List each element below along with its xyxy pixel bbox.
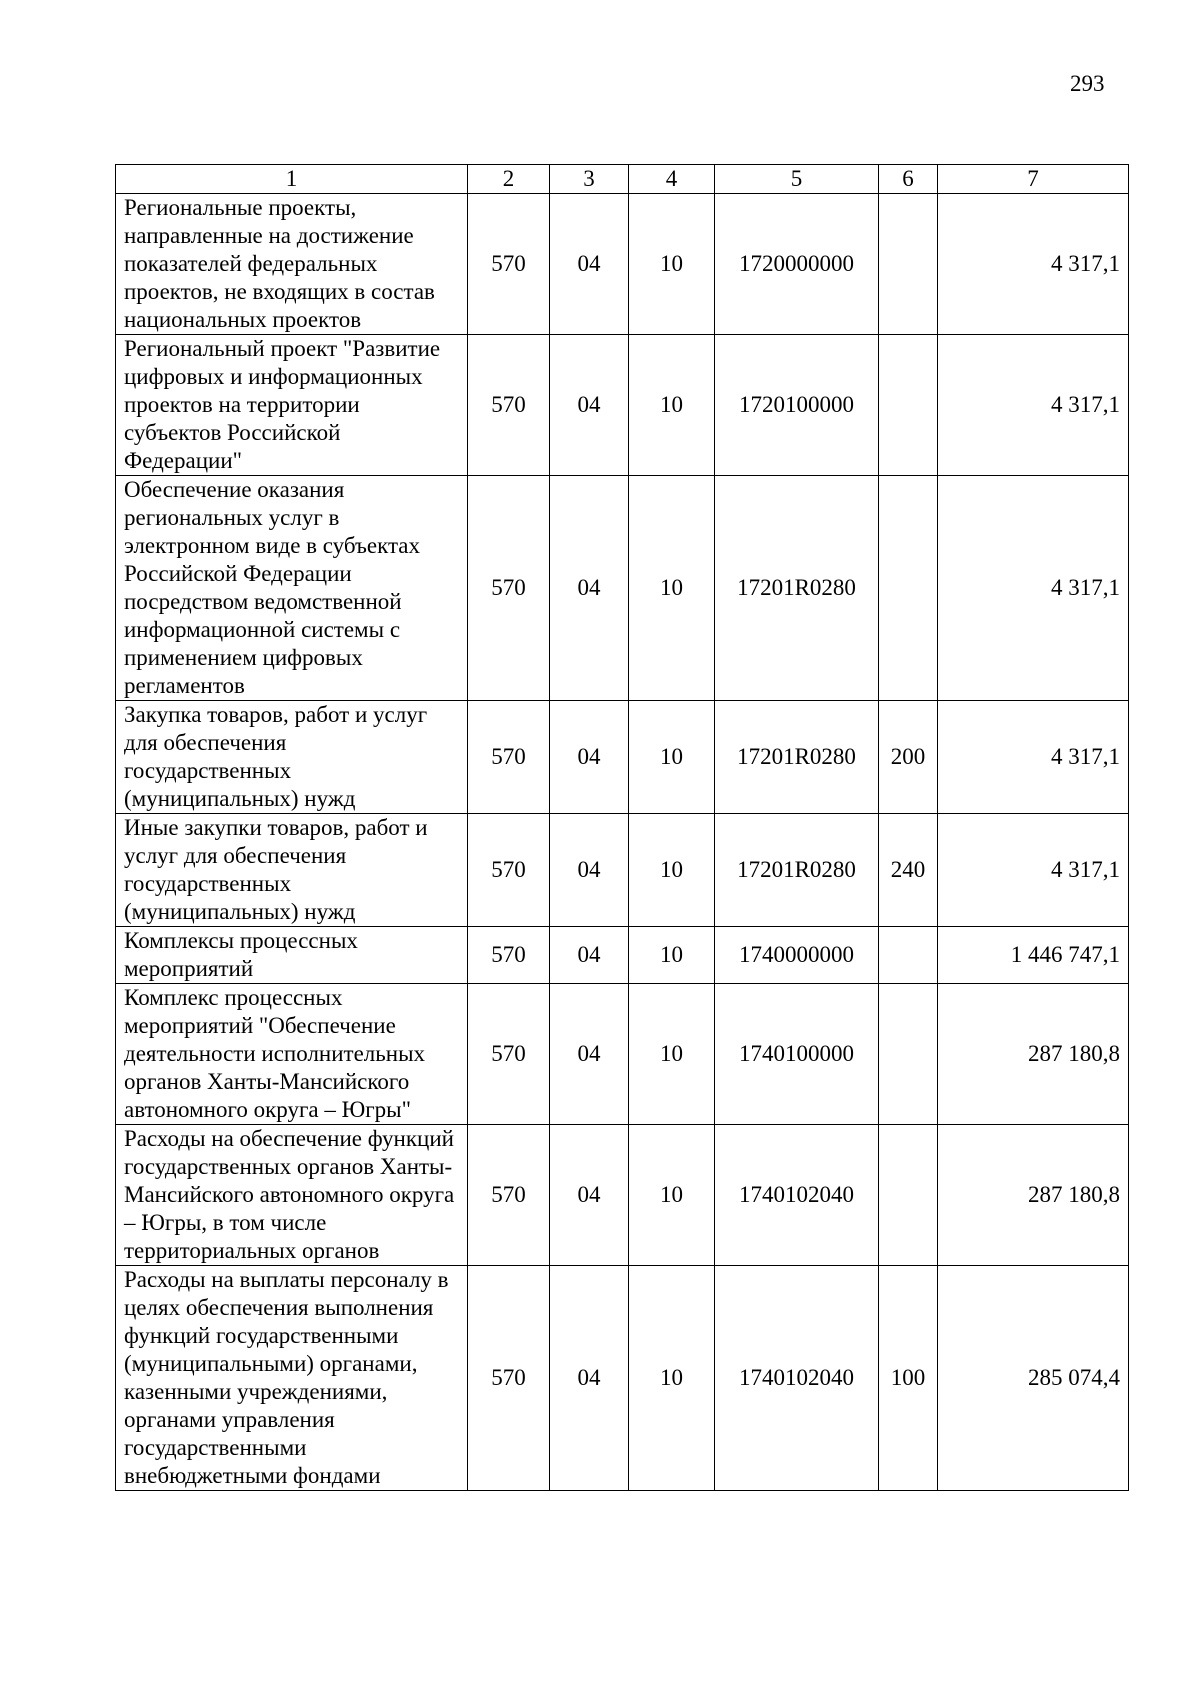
column-header: 4 bbox=[629, 165, 715, 194]
amount: 4 317,1 bbox=[938, 194, 1129, 335]
target-article-code: 17201R0280 bbox=[715, 814, 879, 927]
column-header: 6 bbox=[879, 165, 938, 194]
amount: 4 317,1 bbox=[938, 701, 1129, 814]
expense-type-code: 100 bbox=[879, 1266, 938, 1491]
subsection-code: 10 bbox=[629, 1125, 715, 1266]
section-code: 04 bbox=[550, 984, 629, 1125]
item-name: Комплекс процессных мероприятий "Обеспечение деятельности исполнительных органов Ханты-Мансийского автономного округа – Югры" bbox=[116, 984, 468, 1125]
table-row bbox=[116, 984, 1129, 1125]
target-article-code: 1740102040 bbox=[715, 1266, 879, 1491]
ministry-code: 570 bbox=[468, 984, 550, 1125]
table-row bbox=[116, 1125, 1129, 1266]
target-article-code: 1740100000 bbox=[715, 984, 879, 1125]
table-row bbox=[116, 194, 1129, 335]
amount: 287 180,8 bbox=[938, 1125, 1129, 1266]
item-name: Комплексы процессных мероприятий bbox=[116, 927, 468, 984]
subsection-code: 10 bbox=[629, 476, 715, 701]
section-code: 04 bbox=[550, 927, 629, 984]
subsection-code: 10 bbox=[629, 194, 715, 335]
section-code: 04 bbox=[550, 476, 629, 701]
amount: 285 074,4 bbox=[938, 1266, 1129, 1491]
amount: 4 317,1 bbox=[938, 476, 1129, 701]
ministry-code: 570 bbox=[468, 701, 550, 814]
item-name: Региональные проекты, направленные на достижение показателей федеральных проектов, не входящих в состав национальных проектов bbox=[116, 194, 468, 335]
column-header: 7 bbox=[938, 165, 1129, 194]
page-number: 293 bbox=[1070, 71, 1105, 96]
ministry-code: 570 bbox=[468, 194, 550, 335]
amount: 1 446 747,1 bbox=[938, 927, 1129, 984]
subsection-code: 10 bbox=[629, 814, 715, 927]
budget-table bbox=[115, 164, 1129, 1491]
target-article-code: 1740102040 bbox=[715, 1125, 879, 1266]
ministry-code: 570 bbox=[468, 927, 550, 984]
column-header: 1 bbox=[116, 165, 468, 194]
subsection-code: 10 bbox=[629, 984, 715, 1125]
amount: 4 317,1 bbox=[938, 335, 1129, 476]
target-article-code: 1720000000 bbox=[715, 194, 879, 335]
expense-type-code bbox=[879, 927, 938, 984]
ministry-code: 570 bbox=[468, 1125, 550, 1266]
item-name: Региональный проект "Развитие цифровых и информационных проектов на территории субъектов Российской Федерации" bbox=[116, 335, 468, 476]
section-code: 04 bbox=[550, 814, 629, 927]
ministry-code: 570 bbox=[468, 335, 550, 476]
table-row bbox=[116, 814, 1129, 927]
table-row bbox=[116, 701, 1129, 814]
item-name: Обеспечение оказания региональных услуг в электронном виде в субъектах Российской Федерации посредством ведомственной информационной системы с применением цифровых регламентов bbox=[116, 476, 468, 701]
section-code: 04 bbox=[550, 1266, 629, 1491]
expense-type-code bbox=[879, 984, 938, 1125]
amount: 4 317,1 bbox=[938, 814, 1129, 927]
item-name: Закупка товаров, работ и услуг для обеспечения государственных (муниципальных) нужд bbox=[116, 701, 468, 814]
section-code: 04 bbox=[550, 701, 629, 814]
ministry-code: 570 bbox=[468, 814, 550, 927]
subsection-code: 10 bbox=[629, 701, 715, 814]
ministry-code: 570 bbox=[468, 1266, 550, 1491]
table-row bbox=[116, 927, 1129, 984]
item-name: Расходы на выплаты персоналу в целях обеспечения выполнения функций государственными (муниципальными) органами, казенными учреждениями, органами управления государственными внебюджетными фондами bbox=[116, 1266, 468, 1491]
section-code: 04 bbox=[550, 194, 629, 335]
expense-type-code bbox=[879, 476, 938, 701]
expense-type-code: 240 bbox=[879, 814, 938, 927]
section-code: 04 bbox=[550, 335, 629, 476]
table-row bbox=[116, 1266, 1129, 1491]
expense-type-code bbox=[879, 1125, 938, 1266]
target-article-code: 17201R0280 bbox=[715, 476, 879, 701]
target-article-code: 17201R0280 bbox=[715, 701, 879, 814]
subsection-code: 10 bbox=[629, 1266, 715, 1491]
table-header-row bbox=[116, 165, 1129, 194]
subsection-code: 10 bbox=[629, 335, 715, 476]
table-row bbox=[116, 335, 1129, 476]
subsection-code: 10 bbox=[629, 927, 715, 984]
table-row bbox=[116, 476, 1129, 701]
amount: 287 180,8 bbox=[938, 984, 1129, 1125]
column-header: 5 bbox=[715, 165, 879, 194]
item-name: Иные закупки товаров, работ и услуг для обеспечения государственных (муниципальных) нужд bbox=[116, 814, 468, 927]
item-name: Расходы на обеспечение функций государственных органов Ханты-Мансийского автономного округа – Югры, в том числе территориальных органов bbox=[116, 1125, 468, 1266]
section-code: 04 bbox=[550, 1125, 629, 1266]
target-article-code: 1720100000 bbox=[715, 335, 879, 476]
expense-type-code: 200 bbox=[879, 701, 938, 814]
column-header: 2 bbox=[468, 165, 550, 194]
column-header: 3 bbox=[550, 165, 629, 194]
ministry-code: 570 bbox=[468, 476, 550, 701]
expense-type-code bbox=[879, 194, 938, 335]
target-article-code: 1740000000 bbox=[715, 927, 879, 984]
expense-type-code bbox=[879, 335, 938, 476]
